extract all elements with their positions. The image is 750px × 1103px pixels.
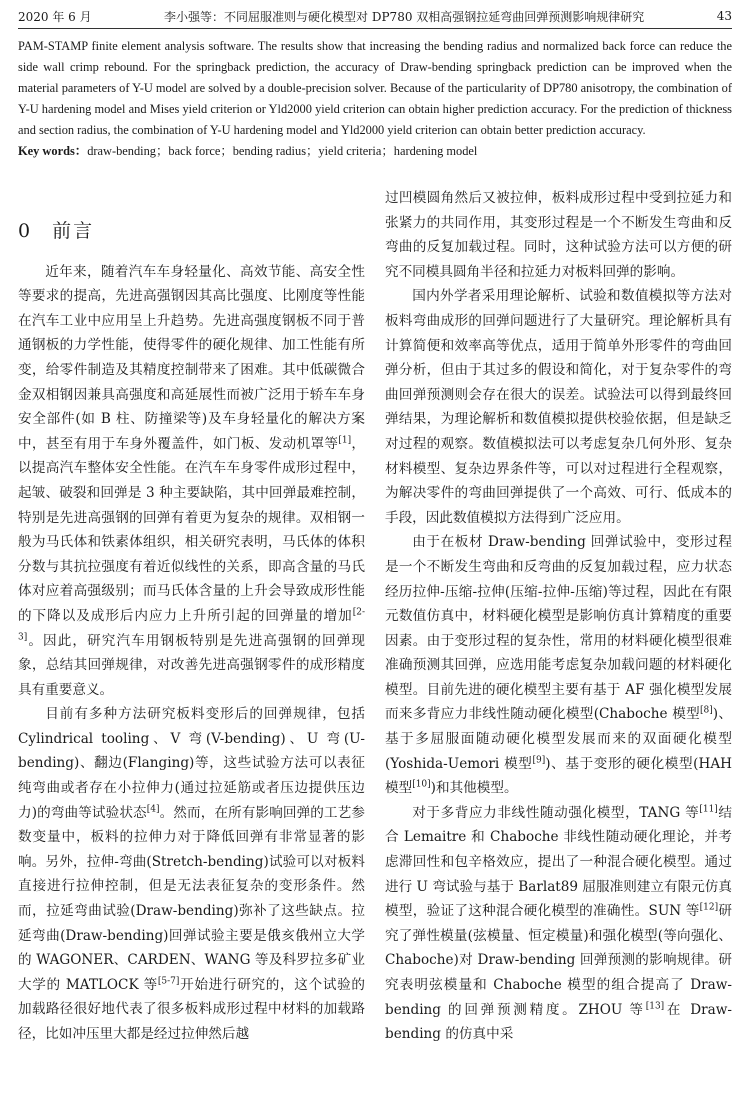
paragraph-text: 。因此，研究汽车用钢板特别是先进高强钢的回弹现象，总结其回弹规律，对改善先进高强钢零件的成形精度具有重要意义。 [18,632,365,698]
paragraph-continuation: 过凹模圆角然后又被拉伸，板料成形过程中受到拉延力和张紧力的共同作用，其变形过程是一个不断发生弯曲和反弯曲的反复加载过程。同时，这种试验方法可以方便的研究不同模具圆角半径和拉延力对板料回弹的影响。 [385,190,732,280]
paragraph-5 [385,801,732,1047]
keywords-list: draw-bending；back force；bending radius；yield criteria；hardening model [87,144,478,158]
citation: [1] [338,435,352,446]
citation: [12] [699,902,719,913]
right-column [385,186,732,1096]
keywords-line [18,141,732,162]
paragraph-text: 目前有多种方法研究板料变形后的回弹规律，包括 Cylindrical tooling、V 弯(V-bending)、U 弯(U-bending)、翻边(Flanging)等，这些试验方法可以表征纯弯曲或者存在小拉伸力(通过拉延筋或者压边提供压边力)的弯曲等试验状态 [18,706,365,821]
citation: [9] [532,755,546,766]
citation: [5-7] [157,976,180,987]
paragraph-1 [18,260,365,703]
citation: [13] [645,1001,665,1012]
english-abstract [18,36,732,162]
section-title: 前言 [52,220,95,242]
citation: [11] [699,804,718,815]
section-number: 0 [18,220,33,242]
paragraph-text: )、基于变形的硬化模型(HAH 模型 [385,755,733,797]
keywords-label: Key words： [18,144,88,158]
header-date: 2020 年 6 月 [18,9,92,24]
header-running-title: 李小强等：不同屈服准则与硬化模型对 DP780 双相高强钢拉延弯曲回弹预测影响规律研究 [164,9,645,24]
citation: [10] [412,779,431,790]
paragraph-text: ，以提高汽车整体安全性能。在汽车车身零件成形过程中，起皱、破裂和回弹是 3 种主要缺陷，其中回弹最难控制，特别是先进高强钢的回弹有着更为复杂的规律。双相钢一般为马氏体和铁素体组织，相关研究表明，马氏体的体积分数与其抗拉强度有着近似线性的关系，即高含量的马氏体对应着高强级别；而马氏体含量的上升会导致成形性能的下降以及成形后内应力上升所引起的回弹量的增加 [18,435,366,624]
paragraph-text: )、基于多屈服面随动硬化模型发展而来的双面硬化模型(Yoshida-Uemori 模型 [385,706,732,772]
paragraph-text: 研究了弹性模量(弦模量、恒定模量)和强化模型(等向强化、Chaboche)对 Draw-bending 回弹预测的影响规律。研究表明弦模量和 Chaboche 模型的组合提高了 Draw-bending 的回弹预测精度。ZHOU 等 [385,903,733,1018]
paragraph-text: )和其他模型。 [430,780,518,797]
paragraph-3: 国内外学者采用理论解析、试验和数值模拟等方法对板料弯曲成形的回弹问题进行了大量研究。理论解析具有计算简便和效率高等优点，适用于简单外形零件的弯曲回弹分析，但由于其过多的假设和简化，对于复杂零件的弯曲回弹预测则会存在很大的误差。试验法可以得到最终回弹结果，为理论解析和数值模拟提供校验依据，但是缺乏对过程的观察。数值模拟法可以考虑复杂几何外形、复杂材料模型、复杂边界条件等，可以对过程进行全程观察，为解决零件的弯曲回弹提供了一个高效、可行、低成本的手段，因此数值模拟方法得到广泛应用。 [385,288,732,526]
abstract-text: PAM-STAMP finite element analysis software. The results show that increasing the bending radius and normalized back force can reduce the side wall crimp rebound. For the springback prediction, the accuracy of Draw-bending springback prediction can be improved when the material parameters of Y-U model are solved by a double-precision solver. Because of the particularity of DP780 anisotropy, the combination of Y-U hardening model and Mises yield criterion or Yld2000 yield criterion can obtain higher prediction accuracy. For the prediction of thickness and section radius, the combination of Y-U hardening model and Yld2000 yield criterion can obtain better prediction accuracy. [18,39,732,137]
paragraph-text: 对于多背应力非线性随动强化模型，TANG 等 [412,804,700,821]
paragraph-4 [385,530,732,801]
paragraph-text: 在 Draw-bending 的仿真中采 [385,1001,732,1043]
citation: [8] [700,705,713,716]
paragraph-text: 由于在板材 Draw-bending 回弹试验中，变形过程是一个不断发生弯曲和反弯曲的反复加载过程，应力状态经历拉伸-压缩-拉伸(压缩-拉伸-压缩)等过程，因此在有限元数值仿真中，材料硬化模型是影响仿真计算精度的重要因素。由于变形过程的复杂性，常用的材料硬化模型很难准确预测其回弹，应选用能考虑复杂加载问题的材料硬化模型。目前先进的硬化模型主要有基于 AF 强化模型发展而来多背应力非线性随动硬化模型(Chaboche 模型 [385,534,732,723]
paragraph-text: 结合 Lemaitre 和 Chaboche 非线性随动硬化理论，并考虑滞回性和包辛格效应，提出了一种混合硬化模型。通过进行 U 弯试验与基于 Barlat89 屈服准则建立有限元仿真模型，验证了这种混合硬化模型的准确性。SUN 等 [385,804,733,920]
section-heading [18,219,365,244]
paragraph-2 [18,702,365,1046]
left-column [18,186,365,1096]
citation: [2-3] [18,607,365,642]
paragraph-text: 。然而，在所有影响回弹的工艺参数变量中，板料的拉伸力对于降低回弹有非常显著的影响。另外，拉伸-弯曲(Stretch-bending)试验可以对板料直接进行拉伸控制，但是无法表征复杂的变形条件。然而，拉延弯曲试验(Draw-bending)弥补了这些缺点。拉延弯曲(Draw-bending)回弹试验主要是俄亥俄州立大学的 WAGONER、CARDEN、WANG 等及科罗拉多矿业大学的 MATLOCK 等 [18,804,366,993]
body-columns [18,186,732,1096]
running-header [18,4,732,29]
paragraph-text: 近年来，随着汽车车身轻量化、高效节能、高安全性等要求的提高，先进高强钢因其高比强度、比刚度等性能在汽车工业中应用呈上升趋势。先进高强度钢板不同于普通钢板的力学性能，使得零件的硬化规律、加工性能有所变，给零件制造及其精度控制带来了困难。其中低碳微合金双相钢因兼具高强度和高延展性而被广泛用于轿车车身安全部件(如 B 柱、防撞梁等)及车身轻量化的解决方案中，甚至有用于车身外覆盖件，如门板、发动机罩等 [18,263,365,452]
citation: [4] [146,804,160,815]
header-page-number: 43 [716,9,732,23]
paragraph-text: 开始进行研究的，这个试验的加载路径很好地代表了很多板料成形过程中材料的加载路径，比如冲压里大都是经过拉伸然后越 [18,976,366,1042]
